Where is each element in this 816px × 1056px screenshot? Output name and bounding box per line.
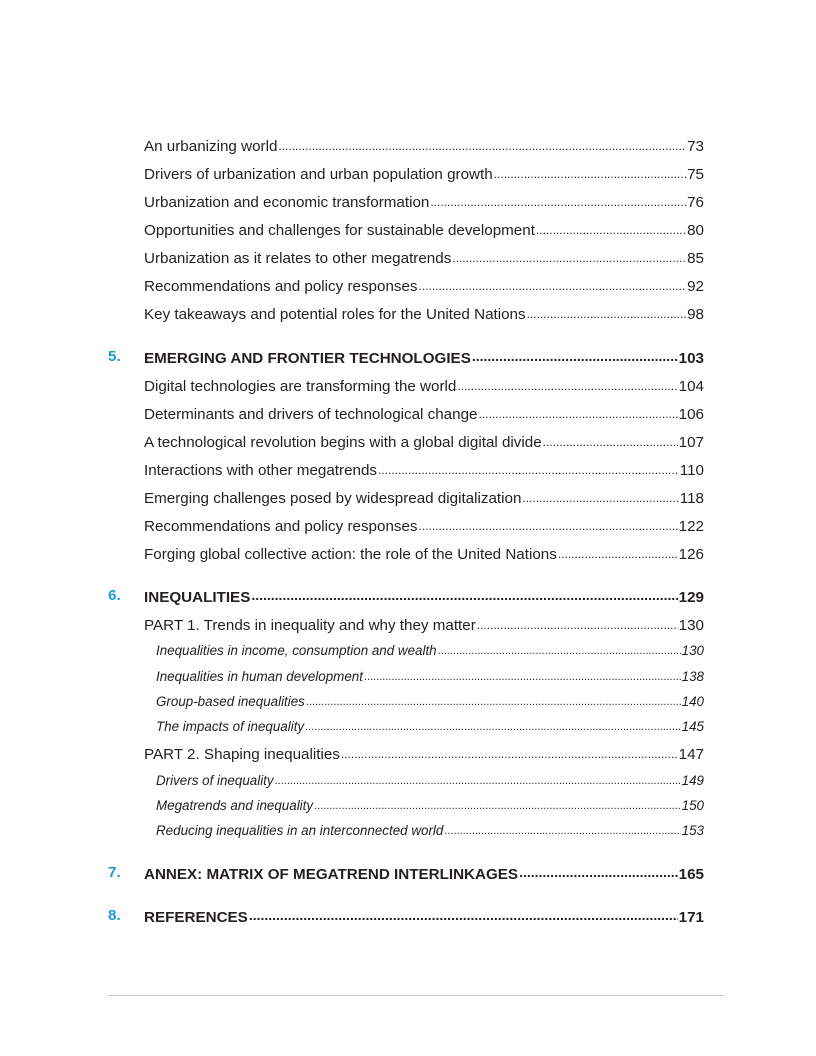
toc-entry-page: 85	[687, 250, 704, 268]
toc-chapter-5[interactable]	[144, 348, 704, 367]
chapter-number: 6.	[108, 587, 121, 604]
dot-leader	[430, 192, 686, 207]
toc-part-2[interactable]	[144, 744, 704, 763]
chapter-title: EMERGING AND FRONTIER TECHNOLOGIES	[144, 350, 471, 368]
toc-subentry[interactable]	[156, 822, 704, 838]
toc-subentry-page: 145	[681, 719, 704, 735]
toc-chapter-6[interactable]	[144, 587, 704, 606]
toc-entry[interactable]	[144, 460, 704, 479]
toc-entry-title: Digital technologies are transforming the world	[144, 378, 457, 396]
chapter-page: 171	[678, 909, 704, 927]
dot-leader	[478, 404, 677, 419]
dot-leader	[536, 220, 686, 235]
toc-entry-page: 73	[687, 138, 704, 156]
toc-entry-page: 122	[678, 518, 704, 536]
toc-entry-title: An urbanizing world	[144, 138, 278, 156]
toc-entry-title: Opportunities and challenges for sustainable development	[144, 222, 535, 240]
toc-entry-page: 75	[687, 166, 704, 184]
dot-leader	[378, 460, 679, 475]
toc-entry-title: Urbanization as it relates to other megatrends	[144, 250, 452, 268]
dot-leader	[444, 822, 680, 835]
dot-leader	[438, 642, 681, 655]
toc-entry-title: Interactions with other megatrends	[144, 462, 377, 480]
toc-subentry-page: 130	[681, 643, 704, 659]
dot-leader	[419, 276, 687, 291]
dot-leader	[519, 864, 678, 879]
toc-subentry[interactable]	[156, 797, 704, 813]
toc-entry-page: 147	[678, 746, 704, 764]
toc-subentry-page: 153	[681, 823, 704, 839]
dot-leader	[278, 136, 686, 151]
toc-subentry-title: Inequalities in human development	[156, 669, 363, 685]
toc-entry-page: 118	[679, 490, 704, 508]
toc-entry-opportunities-challenges[interactable]	[144, 220, 704, 239]
toc-entry-title: Determinants and drivers of technological change	[144, 406, 478, 424]
toc-subentry-title: Reducing inequalities in an interconnected world	[156, 823, 444, 839]
toc-entry-page: 106	[678, 406, 704, 424]
chapter-page: 129	[678, 589, 704, 607]
toc-entry-page: 107	[678, 434, 704, 452]
toc-entry-page: 104	[678, 378, 704, 396]
toc-entry[interactable]	[144, 376, 704, 395]
dot-leader	[457, 376, 677, 391]
toc-entry-title: Emerging challenges posed by widespread digitalization	[144, 490, 522, 508]
toc-entry[interactable]	[144, 488, 704, 507]
chapter-title: INEQUALITIES	[144, 589, 251, 607]
dot-leader	[341, 744, 678, 759]
dot-leader	[249, 907, 678, 922]
toc-subentry-title: Drivers of inequality	[156, 773, 274, 789]
toc-entry-page: 110	[679, 462, 704, 480]
dot-leader	[419, 516, 678, 531]
toc-subentry-title: Group-based inequalities	[156, 694, 305, 710]
dot-leader	[494, 164, 686, 179]
toc-subentry[interactable]	[156, 772, 704, 788]
toc-entry-page: 126	[678, 546, 704, 564]
toc-chapter-8[interactable]	[144, 907, 704, 926]
toc-entry-title: A technological revolution begins with a global digital divide	[144, 434, 542, 452]
toc-subentry[interactable]	[156, 668, 704, 684]
dot-leader	[251, 587, 677, 602]
toc-subentry[interactable]	[156, 693, 704, 709]
toc-subentry-page: 140	[681, 694, 704, 710]
dot-leader	[314, 797, 681, 810]
toc-entry-an-urbanizing-world[interactable]	[144, 136, 704, 155]
toc-subentry-page: 150	[681, 798, 704, 814]
toc-entry[interactable]	[144, 404, 704, 423]
toc-subentry-page: 138	[681, 669, 704, 685]
toc-entry-key-takeaways[interactable]	[144, 304, 704, 323]
toc-entry-title: Drivers of urbanization and urban population growth	[144, 166, 493, 184]
footer-rule	[108, 995, 724, 996]
chapter-number: 8.	[108, 907, 121, 924]
dot-leader	[452, 248, 686, 263]
toc-chapter-7[interactable]	[144, 864, 704, 883]
toc-entry[interactable]	[144, 432, 704, 451]
chapter-number: 5.	[108, 348, 121, 365]
toc-entry[interactable]	[144, 544, 704, 563]
toc-subentry-title: The impacts of inequality	[156, 719, 305, 735]
toc-entry-title: Recommendations and policy responses	[144, 518, 418, 536]
toc-entry-urbanization-megatrends[interactable]	[144, 248, 704, 267]
toc-entry-page: 80	[687, 222, 704, 240]
dot-leader	[305, 718, 681, 731]
toc-subentry[interactable]	[156, 718, 704, 734]
toc-subentry-title: Inequalities in income, consumption and wealth	[156, 643, 437, 659]
dot-leader	[477, 615, 678, 630]
toc-entry-page: 98	[687, 306, 704, 324]
toc-subentry-title: Megatrends and inequality	[156, 798, 314, 814]
toc-entry-title: PART 1. Trends in inequality and why they matter	[144, 617, 476, 635]
chapter-number: 7.	[108, 864, 121, 881]
dot-leader	[543, 432, 678, 447]
dot-leader	[527, 304, 687, 319]
toc-entry[interactable]	[144, 516, 704, 535]
toc-entry-urbanization-economic[interactable]	[144, 192, 704, 211]
toc-part-1[interactable]	[144, 615, 704, 634]
dot-leader	[472, 348, 678, 363]
toc-entry-page: 92	[687, 278, 704, 296]
toc-entry-recommendations[interactable]	[144, 276, 704, 295]
toc-entry-title: Urbanization and economic transformation	[144, 194, 430, 212]
dot-leader	[522, 488, 678, 503]
chapter-page: 165	[678, 866, 704, 884]
toc-entry-page: 130	[678, 617, 704, 635]
dot-leader	[364, 668, 681, 681]
chapter-title: ANNEX: MATRIX OF MEGATREND INTERLINKAGES	[144, 866, 519, 884]
toc-entry-page: 76	[687, 194, 704, 212]
toc-entry-title: Recommendations and policy responses	[144, 278, 418, 296]
toc-entry-title: Key takeaways and potential roles for the United Nations	[144, 306, 526, 324]
dot-leader	[275, 772, 681, 785]
toc-entry-drivers-of-urbanization[interactable]	[144, 164, 704, 183]
chapter-title: REFERENCES	[144, 909, 248, 927]
chapter-page: 103	[678, 350, 704, 368]
toc-subentry-page: 149	[681, 773, 704, 789]
toc-entry-title: PART 2. Shaping inequalities	[144, 746, 340, 764]
dot-leader	[306, 693, 681, 706]
toc-subentry[interactable]	[156, 642, 704, 658]
dot-leader	[558, 544, 678, 559]
toc-entry-title: Forging global collective action: the role of the United Nations	[144, 546, 557, 564]
